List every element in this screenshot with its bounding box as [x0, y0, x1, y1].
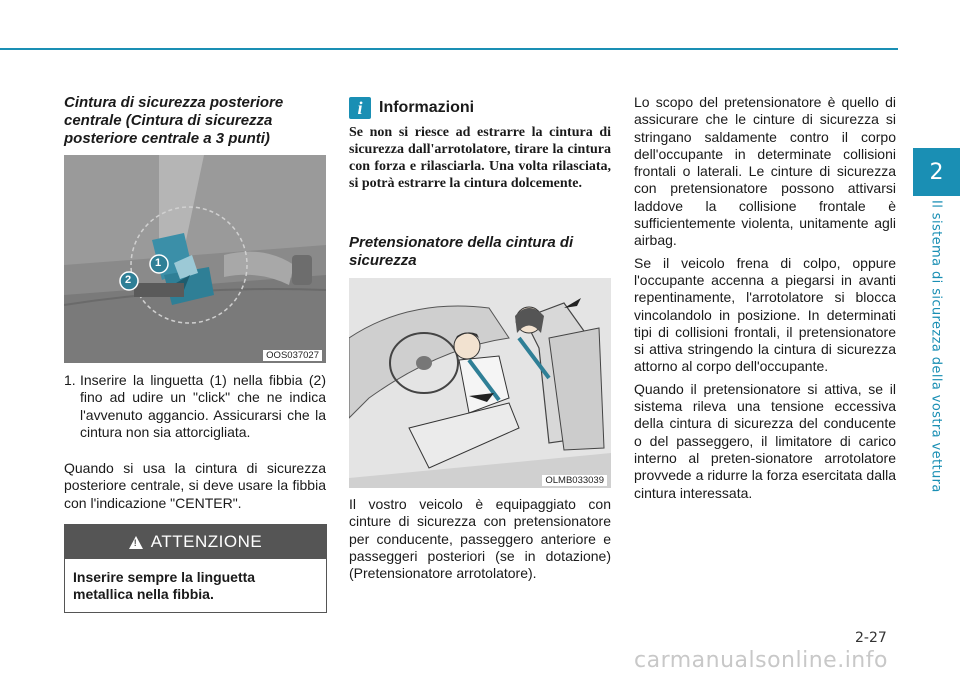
chapter-tab — [913, 148, 960, 196]
image-code: OLMB033039 — [542, 475, 607, 486]
pretensioner-intro-paragraph — [349, 496, 611, 587]
section-heading-center-belt: Cintura di sicurezza posteriore centrale (Cintura di sicurezza posteriore centrale a 3 punti) — [64, 94, 284, 147]
chapter-title-vertical — [921, 200, 951, 493]
info-title: Informazioni — [379, 99, 475, 116]
pretensioner-illustration — [349, 278, 611, 488]
list-item — [64, 372, 326, 441]
chapter-number: 2 — [929, 159, 944, 185]
steps-list — [64, 372, 326, 441]
watermark: carmanualsonline.info — [634, 648, 888, 673]
center-belt-illustration — [64, 155, 326, 363]
warning-triangle-icon — [129, 536, 143, 549]
pretensioner-description — [634, 94, 896, 507]
paragraph: Quando il pretensionatore si attiva, se il sistema rileva una tensione eccessiva della cintura di sicurezza del conducente o del passeggero, il limitatore di carico interno al preten-sionatore arrotolatore provvede a ridurre la forza esercitata dalla cintura interessata. — [634, 380, 896, 501]
warning-title: ATTENZIONE — [150, 532, 263, 551]
info-header — [349, 97, 474, 119]
center-buckle-paragraph — [64, 460, 326, 517]
info-text: Se non si riesce ad estrarre la cintura di sicurezza dall'arrotolatore, tirare la cintura con forza e rilasciarla. Una volta rilasciata, si potrà estrarre la cintura dolcemente. — [349, 125, 611, 191]
paragraph: Il vostro veicolo è equipaggiato con cinture di sicurezza con pretensionatore per conducente, passeggero anteriore e passeggeri posteriori (se in dotazione) (Pretensionatore arrotolatore). — [349, 496, 611, 582]
paragraph: Lo scopo del pretensionatore è quello di assicurare che le cinture di sicurezza si stringano saldamente contro il corpo dell'occupante in determinate collisioni frontali o laterali. Le cinture di sicurezza con pretensionatore possono attivarsi laddove la collisione frontale è sufficientemente violenta, unitamente agli airbag. — [634, 94, 896, 249]
step-text: Inserire la linguetta (1) nella fibbia (2) fino ad udire un "click" che ne indica l'avvenuto aggancio. Assicurarsi che la cintura non sia attorcigliata. — [80, 372, 326, 440]
image-code: OOS037027 — [263, 350, 322, 361]
page-number: 2-27 — [855, 630, 887, 646]
header-rule — [0, 48, 898, 50]
paragraph: Quando si usa la cintura di sicurezza posteriore centrale, si deve usare la fibbia con l'indicazione "CENTER". — [64, 460, 326, 511]
paragraph: Se il veicolo frena di colpo, oppure l'occupante accenna a piegarsi in avanti repentinamente, l'arrotolatore si blocca vincolandolo in posizione. In determinati tipi di collisioni frontali, il pretensionatore si attiva stringendo la cintura di sicurezza attorno al corpo dell'occupante. — [634, 254, 896, 375]
step-number: 1. — [64, 372, 76, 388]
warning-box — [64, 524, 327, 613]
warning-text: Inserire sempre la linguetta metallica nella fibbia. — [73, 569, 256, 602]
chapter-title: Il sistema di sicurezza della vostra vettura — [928, 200, 944, 493]
center-belt-photo — [64, 155, 326, 363]
pretensioner-illustration-frame — [349, 278, 611, 488]
callout-2: 2 — [125, 274, 132, 286]
section-heading-pretensioner: Pretensionatore della cintura di sicurezza — [349, 234, 574, 269]
warning-header — [65, 525, 326, 559]
callout-1: 1 — [155, 257, 162, 269]
info-icon: i — [349, 97, 371, 119]
